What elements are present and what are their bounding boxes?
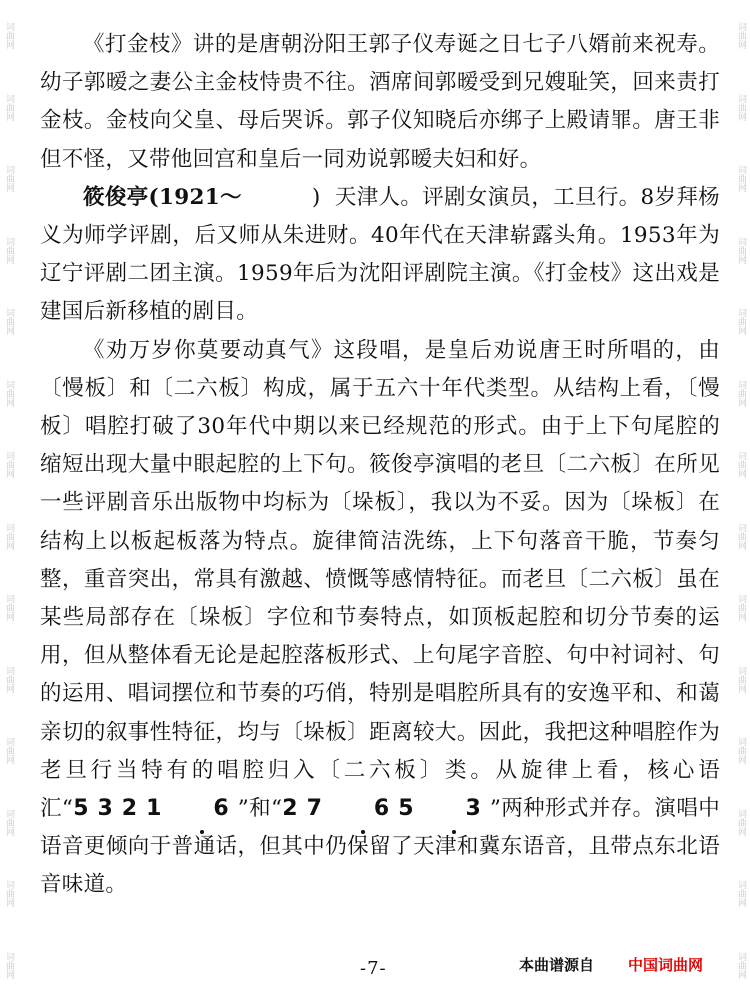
- watermark-mark: 词曲网: [4, 880, 14, 908]
- analysis-text-a: 《劝万岁你莫要动真气》这段唱，是皇后劝说唐王时所唱的，由〔慢板〕和〔二六板〕构成，属于五六十年代类型。从结构上看，〔慢板〕唱腔打破了30年代中期以来已经规范的形式。由于上下句尾腔的缩短出现大量中眼起腔的上下句。筱俊亭演唱的老旦〔二六板〕在所见一些评剧音乐出版物中均标为〔垛板〕，我以为不妥。因为〔垛板〕在结构上以板起板落为特点。旋律简洁洗练，上下句落音干脆，节奏匀整，重音突出，常具有激越、愤慨等感情特征。而老旦〔二六板〕虽在某些局部存在〔垛板〕字位和节奏特点，如顶板起腔和切分节奏的运用，但从整体看无论是起腔落板形式、上句尾字音腔、句中衬词衬、句的运用、唱词摆位和节奏的巧俏，特别是唱腔所具有的安逸平和、和蔼亲切的叙事性特征，均与〔垛板〕距离较大。因此，我把这种唱腔作为老旦行当特有的唱腔归入〔二六板〕类。从旋律上看，核心语汇“: [40, 337, 720, 822]
- watermark-mark: 词曲网: [4, 165, 14, 193]
- watermark-mark: 词曲网: [736, 737, 746, 765]
- source-label: 本曲谱源自: [519, 956, 595, 974]
- watermark-mark: 词曲网: [736, 451, 746, 479]
- watermark-mark: 词曲网: [736, 308, 746, 336]
- watermark-mark: 词曲网: [736, 236, 746, 264]
- watermark-mark: 词曲网: [4, 93, 14, 121]
- watermark-mark: 词曲网: [736, 665, 746, 693]
- watermark-mark: 词曲网: [4, 594, 14, 622]
- watermark-mark: 词曲网: [736, 165, 746, 193]
- performer-close-paren: ): [311, 184, 321, 210]
- analysis-text-c: ”两种形式并存。演唱中语音更倾向于普通话，但其中仍保留了天津和冀东语音，且带点东北语音味道。: [40, 796, 721, 898]
- notes-low-dotted: 3: [423, 790, 490, 828]
- synopsis-paragraph: 《打金枝》讲的是唐朝汾阳王郭子仪寿诞之日七子八婿前来祝寿。幼子郭暧之妻公主金枝恃贵不往。酒席间郭暧受到兄嫂耻笑，回来责打金枝。金枝向父皇、母后哭诉。郭子仪知晓后亦绑子上殿请罪。唐王非但不怪，又带他回宫和皇后一同劝说郭暧夫妇和好。: [40, 32, 720, 172]
- watermark-mark: 词曲网: [736, 522, 746, 550]
- notation-motif-1: [73, 796, 238, 821]
- notation-motif-2: [282, 796, 490, 821]
- notes-plain: 27: [282, 796, 331, 822]
- watermark-mark: 词曲网: [4, 808, 14, 836]
- notes-low-dotted: 6: [331, 790, 398, 828]
- notes-low-dotted: 6: [170, 790, 237, 828]
- watermark-mark: 词曲网: [736, 880, 746, 908]
- watermark-mark: 词曲网: [736, 379, 746, 407]
- notes-plain: 5: [398, 796, 423, 822]
- analysis-text-b: ”和“: [237, 796, 283, 822]
- watermark-mark: 词曲网: [736, 951, 746, 979]
- performer-entry-paragraph: [40, 179, 720, 332]
- watermark-mark: 词曲网: [4, 451, 14, 479]
- right-watermark-strip: [734, 0, 748, 1001]
- watermark-mark: 词曲网: [4, 951, 14, 979]
- watermark-mark: 词曲网: [4, 22, 14, 50]
- watermark-mark: 词曲网: [4, 522, 14, 550]
- watermark-mark: 词曲网: [4, 737, 14, 765]
- document-page: [40, 26, 720, 905]
- notes-plain: 5321: [73, 796, 171, 822]
- left-watermark-strip: [2, 0, 16, 1001]
- analysis-paragraph: [40, 332, 720, 905]
- source-site-name: 中国词曲网: [628, 956, 704, 974]
- watermark-mark: 词曲网: [4, 308, 14, 336]
- watermark-mark: 词曲网: [736, 594, 746, 622]
- performer-name: 筱俊亭(1921～: [83, 184, 242, 210]
- watermark-mark: 词曲网: [736, 808, 746, 836]
- page-number: -7-: [360, 958, 387, 979]
- watermark-mark: 词曲网: [736, 22, 746, 50]
- performer-bio: 天津人。评剧女演员，工旦行。8岁拜杨义为师学评剧，后又师从朱进财。40年代在天津崭露头角。1953年为辽宁评剧二团主演。1959年后为沈阳评剧院主演。《打金枝》这出戏是建国后新移植的剧目。: [40, 184, 720, 325]
- watermark-mark: 词曲网: [4, 665, 14, 693]
- watermark-mark: 词曲网: [736, 93, 746, 121]
- watermark-mark: 词曲网: [4, 236, 14, 264]
- watermark-mark: 词曲网: [4, 379, 14, 407]
